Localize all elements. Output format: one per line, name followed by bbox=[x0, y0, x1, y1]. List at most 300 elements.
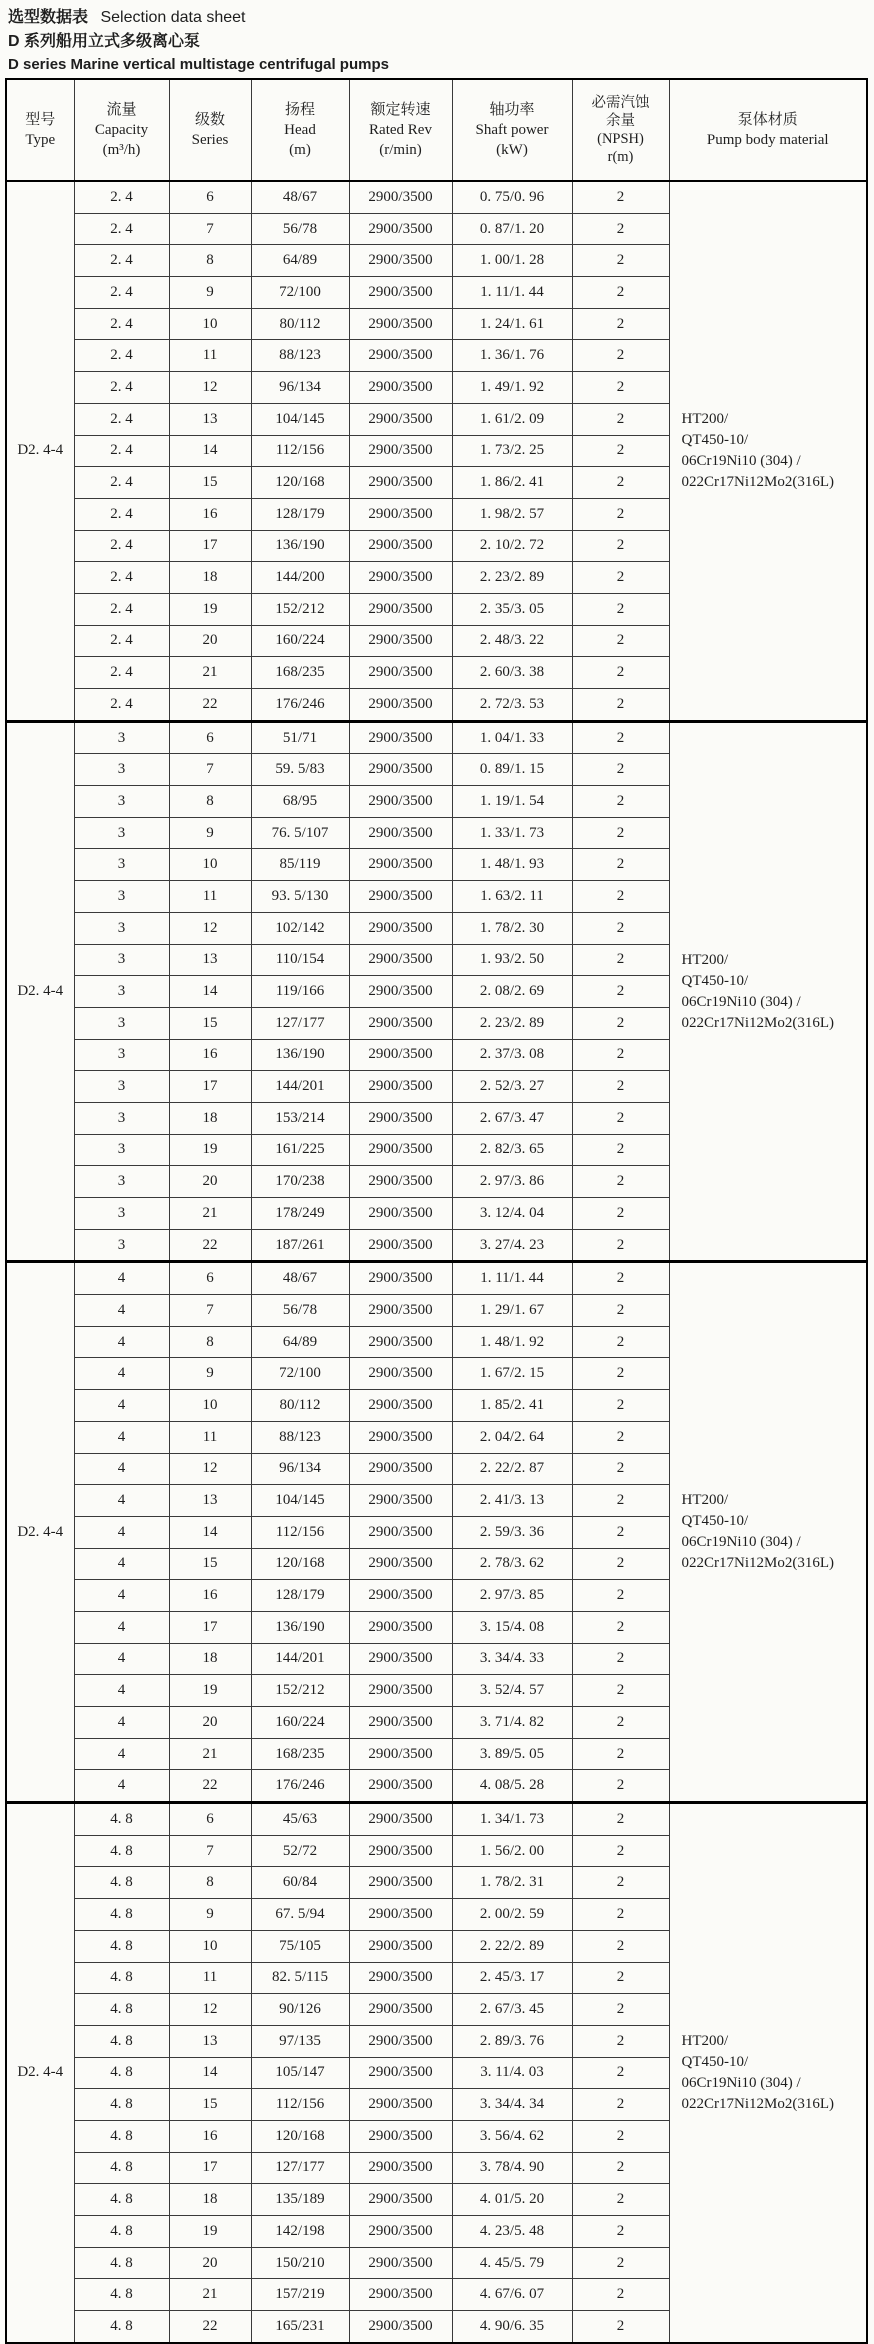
series-cell: 12 bbox=[169, 1994, 251, 2026]
head-cell: 51/71 bbox=[251, 721, 349, 754]
rated-rev-cell: 2900/3500 bbox=[349, 1867, 452, 1899]
head-cell: 136/190 bbox=[251, 1611, 349, 1643]
shaft-power-cell: 2. 52/3. 27 bbox=[452, 1071, 572, 1103]
capacity-cell: 4 bbox=[74, 1738, 169, 1770]
capacity-cell: 4. 8 bbox=[74, 1803, 169, 1836]
pump-body-material-cell: HT200/ QT450-10/ 06Cr19Ni10 (304) / 022Cr17Ni12Mo2(316L) bbox=[669, 1803, 867, 2343]
head-cell: 90/126 bbox=[251, 1994, 349, 2026]
shaft-power-cell: 3. 71/4. 82 bbox=[452, 1707, 572, 1739]
shaft-power-cell: 3. 56/4. 62 bbox=[452, 2120, 572, 2152]
head-cell: 52/72 bbox=[251, 1835, 349, 1867]
shaft-power-cell: 2. 78/3. 62 bbox=[452, 1548, 572, 1580]
capacity-cell: 4. 8 bbox=[74, 2120, 169, 2152]
shaft-power-cell: 2. 45/3. 17 bbox=[452, 1962, 572, 1994]
head-cell: 128/179 bbox=[251, 498, 349, 530]
column-header-rev: 额定转速 Rated Rev (r/min) bbox=[349, 79, 452, 181]
rated-rev-cell: 2900/3500 bbox=[349, 912, 452, 944]
rated-rev-cell: 2900/3500 bbox=[349, 2279, 452, 2311]
head-cell: 135/189 bbox=[251, 2184, 349, 2216]
capacity-cell: 3 bbox=[74, 1102, 169, 1134]
rated-rev-cell: 2900/3500 bbox=[349, 181, 452, 213]
column-header-material: 泵体材质 Pump body material bbox=[669, 79, 867, 181]
series-cell: 14 bbox=[169, 435, 251, 467]
npsh-cell: 2 bbox=[572, 1102, 669, 1134]
series-cell: 22 bbox=[169, 2311, 251, 2343]
rated-rev-cell: 2900/3500 bbox=[349, 1295, 452, 1327]
capacity-cell: 4 bbox=[74, 1262, 169, 1295]
shaft-power-cell: 4. 01/5. 20 bbox=[452, 2184, 572, 2216]
head-cell: 144/201 bbox=[251, 1071, 349, 1103]
capacity-cell: 4 bbox=[74, 1358, 169, 1390]
shaft-power-cell: 1. 49/1. 92 bbox=[452, 372, 572, 404]
npsh-cell: 2 bbox=[572, 721, 669, 754]
capacity-cell: 4 bbox=[74, 1390, 169, 1422]
capacity-cell: 2. 4 bbox=[74, 657, 169, 689]
npsh-cell: 2 bbox=[572, 2184, 669, 2216]
series-cell: 15 bbox=[169, 2089, 251, 2121]
shaft-power-cell: 3. 15/4. 08 bbox=[452, 1611, 572, 1643]
head-cell: 88/123 bbox=[251, 340, 349, 372]
capacity-cell: 2. 4 bbox=[74, 245, 169, 277]
series-cell: 9 bbox=[169, 817, 251, 849]
series-cell: 6 bbox=[169, 1262, 251, 1295]
series-cell: 16 bbox=[169, 498, 251, 530]
rated-rev-cell: 2900/3500 bbox=[349, 786, 452, 818]
npsh-cell: 2 bbox=[572, 1738, 669, 1770]
shaft-power-cell: 1. 67/2. 15 bbox=[452, 1358, 572, 1390]
npsh-cell: 2 bbox=[572, 403, 669, 435]
shaft-power-cell: 4. 23/5. 48 bbox=[452, 2216, 572, 2248]
rated-rev-cell: 2900/3500 bbox=[349, 1516, 452, 1548]
npsh-cell: 2 bbox=[572, 372, 669, 404]
rated-rev-cell: 2900/3500 bbox=[349, 530, 452, 562]
shaft-power-cell: 4. 45/5. 79 bbox=[452, 2247, 572, 2279]
series-cell: 13 bbox=[169, 1485, 251, 1517]
shaft-power-cell: 1. 48/1. 93 bbox=[452, 849, 572, 881]
capacity-cell: 4. 8 bbox=[74, 2152, 169, 2184]
shaft-power-cell: 1. 11/1. 44 bbox=[452, 277, 572, 309]
npsh-cell: 2 bbox=[572, 181, 669, 213]
series-cell: 10 bbox=[169, 308, 251, 340]
series-cell: 7 bbox=[169, 754, 251, 786]
shaft-power-cell: 1. 78/2. 31 bbox=[452, 1867, 572, 1899]
rated-rev-cell: 2900/3500 bbox=[349, 2247, 452, 2279]
series-cell: 16 bbox=[169, 1039, 251, 1071]
shaft-power-cell: 1. 78/2. 30 bbox=[452, 912, 572, 944]
series-cell: 11 bbox=[169, 1962, 251, 1994]
npsh-cell: 2 bbox=[572, 1166, 669, 1198]
capacity-cell: 4 bbox=[74, 1548, 169, 1580]
head-cell: 80/112 bbox=[251, 1390, 349, 1422]
rated-rev-cell: 2900/3500 bbox=[349, 277, 452, 309]
series-cell: 13 bbox=[169, 944, 251, 976]
head-cell: 136/190 bbox=[251, 1039, 349, 1071]
rated-rev-cell: 2900/3500 bbox=[349, 1899, 452, 1931]
npsh-cell: 2 bbox=[572, 657, 669, 689]
rated-rev-cell: 2900/3500 bbox=[349, 881, 452, 913]
head-cell: 128/179 bbox=[251, 1580, 349, 1612]
page-title-zh: 选型数据表 bbox=[8, 9, 89, 26]
npsh-cell: 2 bbox=[572, 944, 669, 976]
shaft-power-cell: 4. 08/5. 28 bbox=[452, 1770, 572, 1803]
capacity-cell: 4 bbox=[74, 1295, 169, 1327]
capacity-cell: 2. 4 bbox=[74, 435, 169, 467]
series-cell: 21 bbox=[169, 2279, 251, 2311]
shaft-power-cell: 2. 97/3. 86 bbox=[452, 1166, 572, 1198]
series-cell: 10 bbox=[169, 1930, 251, 1962]
npsh-cell: 2 bbox=[572, 1930, 669, 1962]
capacity-cell: 2. 4 bbox=[74, 340, 169, 372]
head-cell: 127/177 bbox=[251, 1007, 349, 1039]
head-cell: 88/123 bbox=[251, 1421, 349, 1453]
capacity-cell: 3 bbox=[74, 1134, 169, 1166]
npsh-cell: 2 bbox=[572, 2247, 669, 2279]
series-cell: 7 bbox=[169, 1835, 251, 1867]
head-cell: 144/200 bbox=[251, 562, 349, 594]
npsh-cell: 2 bbox=[572, 1675, 669, 1707]
series-cell: 10 bbox=[169, 849, 251, 881]
rated-rev-cell: 2900/3500 bbox=[349, 1390, 452, 1422]
capacity-cell: 4. 8 bbox=[74, 2247, 169, 2279]
shaft-power-cell: 1. 29/1. 67 bbox=[452, 1295, 572, 1327]
series-cell: 20 bbox=[169, 625, 251, 657]
shaft-power-cell: 1. 36/1. 76 bbox=[452, 340, 572, 372]
rated-rev-cell: 2900/3500 bbox=[349, 593, 452, 625]
subtitle-en: D series Marine vertical multistage centrifugal pumps bbox=[8, 56, 389, 73]
capacity-cell: 3 bbox=[74, 786, 169, 818]
rated-rev-cell: 2900/3500 bbox=[349, 372, 452, 404]
head-cell: 127/177 bbox=[251, 2152, 349, 2184]
head-cell: 85/119 bbox=[251, 849, 349, 881]
npsh-cell: 2 bbox=[572, 1580, 669, 1612]
npsh-cell: 2 bbox=[572, 1326, 669, 1358]
series-cell: 8 bbox=[169, 245, 251, 277]
shaft-power-cell: 2. 89/3. 76 bbox=[452, 2025, 572, 2057]
npsh-cell: 2 bbox=[572, 2057, 669, 2089]
head-cell: 67. 5/94 bbox=[251, 1899, 349, 1931]
rated-rev-cell: 2900/3500 bbox=[349, 1770, 452, 1803]
npsh-cell: 2 bbox=[572, 1453, 669, 1485]
capacity-cell: 2. 4 bbox=[74, 467, 169, 499]
capacity-cell: 2. 4 bbox=[74, 562, 169, 594]
capacity-cell: 4. 8 bbox=[74, 2279, 169, 2311]
rated-rev-cell: 2900/3500 bbox=[349, 498, 452, 530]
series-cell: 21 bbox=[169, 1198, 251, 1230]
head-cell: 160/224 bbox=[251, 1707, 349, 1739]
shaft-power-cell: 2. 23/2. 89 bbox=[452, 1007, 572, 1039]
series-cell: 16 bbox=[169, 1580, 251, 1612]
table-row bbox=[6, 721, 867, 754]
series-cell: 14 bbox=[169, 1516, 251, 1548]
npsh-cell: 2 bbox=[572, 1295, 669, 1327]
head-cell: 56/78 bbox=[251, 213, 349, 245]
shaft-power-cell: 3. 12/4. 04 bbox=[452, 1198, 572, 1230]
series-cell: 13 bbox=[169, 2025, 251, 2057]
head-cell: 68/95 bbox=[251, 786, 349, 818]
shaft-power-cell: 2. 37/3. 08 bbox=[452, 1039, 572, 1071]
series-cell: 11 bbox=[169, 1421, 251, 1453]
rated-rev-cell: 2900/3500 bbox=[349, 976, 452, 1008]
rated-rev-cell: 2900/3500 bbox=[349, 1229, 452, 1262]
npsh-cell: 2 bbox=[572, 689, 669, 722]
table-header-row bbox=[6, 79, 867, 181]
head-cell: 48/67 bbox=[251, 181, 349, 213]
series-cell: 6 bbox=[169, 181, 251, 213]
series-cell: 9 bbox=[169, 277, 251, 309]
head-cell: 152/212 bbox=[251, 593, 349, 625]
shaft-power-cell: 1. 93/2. 50 bbox=[452, 944, 572, 976]
head-cell: 93. 5/130 bbox=[251, 881, 349, 913]
series-cell: 8 bbox=[169, 786, 251, 818]
npsh-cell: 2 bbox=[572, 2311, 669, 2343]
rated-rev-cell: 2900/3500 bbox=[349, 467, 452, 499]
capacity-cell: 4. 8 bbox=[74, 1899, 169, 1931]
rated-rev-cell: 2900/3500 bbox=[349, 2216, 452, 2248]
capacity-cell: 3 bbox=[74, 754, 169, 786]
capacity-cell: 4. 8 bbox=[74, 2184, 169, 2216]
head-cell: 104/145 bbox=[251, 1485, 349, 1517]
npsh-cell: 2 bbox=[572, 562, 669, 594]
shaft-power-cell: 2. 22/2. 87 bbox=[452, 1453, 572, 1485]
capacity-cell: 3 bbox=[74, 1071, 169, 1103]
shaft-power-cell: 1. 56/2. 00 bbox=[452, 1835, 572, 1867]
table-row bbox=[6, 1803, 867, 1836]
head-cell: 64/89 bbox=[251, 245, 349, 277]
series-cell: 11 bbox=[169, 881, 251, 913]
npsh-cell: 2 bbox=[572, 530, 669, 562]
rated-rev-cell: 2900/3500 bbox=[349, 1611, 452, 1643]
head-cell: 48/67 bbox=[251, 1262, 349, 1295]
series-cell: 17 bbox=[169, 2152, 251, 2184]
column-header-npsh: 必需汽蚀 余量 (NPSH) r(m) bbox=[572, 79, 669, 181]
series-cell: 22 bbox=[169, 1229, 251, 1262]
head-cell: 176/246 bbox=[251, 1770, 349, 1803]
rated-rev-cell: 2900/3500 bbox=[349, 213, 452, 245]
npsh-cell: 2 bbox=[572, 1611, 669, 1643]
series-cell: 18 bbox=[169, 562, 251, 594]
shaft-power-cell: 1. 19/1. 54 bbox=[452, 786, 572, 818]
rated-rev-cell: 2900/3500 bbox=[349, 2311, 452, 2343]
rated-rev-cell: 2900/3500 bbox=[349, 1198, 452, 1230]
capacity-cell: 4. 8 bbox=[74, 1994, 169, 2026]
head-cell: 112/156 bbox=[251, 1516, 349, 1548]
capacity-cell: 3 bbox=[74, 1229, 169, 1262]
capacity-cell: 4 bbox=[74, 1516, 169, 1548]
head-cell: 119/166 bbox=[251, 976, 349, 1008]
shaft-power-cell: 2. 04/2. 64 bbox=[452, 1421, 572, 1453]
series-cell: 22 bbox=[169, 689, 251, 722]
series-cell: 15 bbox=[169, 467, 251, 499]
npsh-cell: 2 bbox=[572, 1707, 669, 1739]
head-cell: 72/100 bbox=[251, 1358, 349, 1390]
shaft-power-cell: 1. 63/2. 11 bbox=[452, 881, 572, 913]
shaft-power-cell: 3. 11/4. 03 bbox=[452, 2057, 572, 2089]
shaft-power-cell: 2. 23/2. 89 bbox=[452, 562, 572, 594]
capacity-cell: 3 bbox=[74, 1198, 169, 1230]
npsh-cell: 2 bbox=[572, 498, 669, 530]
rated-rev-cell: 2900/3500 bbox=[349, 1039, 452, 1071]
type-cell: D2. 4-4 bbox=[6, 181, 74, 721]
npsh-cell: 2 bbox=[572, 1039, 669, 1071]
head-cell: 168/235 bbox=[251, 657, 349, 689]
head-cell: 105/147 bbox=[251, 2057, 349, 2089]
head-cell: 187/261 bbox=[251, 1229, 349, 1262]
npsh-cell: 2 bbox=[572, 754, 669, 786]
npsh-cell: 2 bbox=[572, 245, 669, 277]
shaft-power-cell: 3. 27/4. 23 bbox=[452, 1229, 572, 1262]
series-cell: 17 bbox=[169, 530, 251, 562]
capacity-cell: 2. 4 bbox=[74, 372, 169, 404]
head-cell: 120/168 bbox=[251, 2120, 349, 2152]
head-cell: 59. 5/83 bbox=[251, 754, 349, 786]
shaft-power-cell: 2. 35/3. 05 bbox=[452, 593, 572, 625]
rated-rev-cell: 2900/3500 bbox=[349, 403, 452, 435]
npsh-cell: 2 bbox=[572, 1485, 669, 1517]
capacity-cell: 4 bbox=[74, 1485, 169, 1517]
column-header-power: 轴功率 Shaft power (kW) bbox=[452, 79, 572, 181]
pump-body-material-cell: HT200/ QT450-10/ 06Cr19Ni10 (304) / 022Cr17Ni12Mo2(316L) bbox=[669, 721, 867, 1262]
npsh-cell: 2 bbox=[572, 1229, 669, 1262]
rated-rev-cell: 2900/3500 bbox=[349, 1358, 452, 1390]
head-cell: 112/156 bbox=[251, 2089, 349, 2121]
selection-data-table bbox=[5, 78, 868, 2344]
shaft-power-cell: 1. 00/1. 28 bbox=[452, 245, 572, 277]
shaft-power-cell: 1. 04/1. 33 bbox=[452, 721, 572, 754]
subtitle-zh: D 系列船用立式多级离心泵 bbox=[8, 33, 201, 50]
head-cell: 110/154 bbox=[251, 944, 349, 976]
npsh-cell: 2 bbox=[572, 1198, 669, 1230]
shaft-power-cell: 2. 59/3. 36 bbox=[452, 1516, 572, 1548]
rated-rev-cell: 2900/3500 bbox=[349, 1007, 452, 1039]
table-row bbox=[6, 181, 867, 213]
shaft-power-cell: 2. 67/3. 47 bbox=[452, 1102, 572, 1134]
rated-rev-cell: 2900/3500 bbox=[349, 245, 452, 277]
npsh-cell: 2 bbox=[572, 1007, 669, 1039]
capacity-cell: 2. 4 bbox=[74, 689, 169, 722]
rated-rev-cell: 2900/3500 bbox=[349, 308, 452, 340]
rated-rev-cell: 2900/3500 bbox=[349, 435, 452, 467]
npsh-cell: 2 bbox=[572, 1390, 669, 1422]
rated-rev-cell: 2900/3500 bbox=[349, 1262, 452, 1295]
head-cell: 82. 5/115 bbox=[251, 1962, 349, 1994]
shaft-power-cell: 2. 48/3. 22 bbox=[452, 625, 572, 657]
head-cell: 96/134 bbox=[251, 1453, 349, 1485]
capacity-cell: 4 bbox=[74, 1611, 169, 1643]
head-cell: 120/168 bbox=[251, 467, 349, 499]
shaft-power-cell: 0. 75/0. 96 bbox=[452, 181, 572, 213]
series-cell: 12 bbox=[169, 372, 251, 404]
shaft-power-cell: 3. 78/4. 90 bbox=[452, 2152, 572, 2184]
rated-rev-cell: 2900/3500 bbox=[349, 1453, 452, 1485]
npsh-cell: 2 bbox=[572, 1358, 669, 1390]
rated-rev-cell: 2900/3500 bbox=[349, 1803, 452, 1836]
shaft-power-cell: 2. 00/2. 59 bbox=[452, 1899, 572, 1931]
rated-rev-cell: 2900/3500 bbox=[349, 2120, 452, 2152]
shaft-power-cell: 3. 89/5. 05 bbox=[452, 1738, 572, 1770]
series-cell: 18 bbox=[169, 1643, 251, 1675]
shaft-power-cell: 0. 87/1. 20 bbox=[452, 213, 572, 245]
column-header-head: 扬程 Head (m) bbox=[251, 79, 349, 181]
head-cell: 152/212 bbox=[251, 1675, 349, 1707]
page-header bbox=[0, 0, 874, 75]
npsh-cell: 2 bbox=[572, 1134, 669, 1166]
capacity-cell: 4 bbox=[74, 1770, 169, 1803]
npsh-cell: 2 bbox=[572, 1962, 669, 1994]
npsh-cell: 2 bbox=[572, 1262, 669, 1295]
head-cell: 96/134 bbox=[251, 372, 349, 404]
series-cell: 18 bbox=[169, 2184, 251, 2216]
head-cell: 64/89 bbox=[251, 1326, 349, 1358]
npsh-cell: 2 bbox=[572, 2152, 669, 2184]
shaft-power-cell: 2. 08/2. 69 bbox=[452, 976, 572, 1008]
table-row bbox=[6, 1262, 867, 1295]
series-cell: 21 bbox=[169, 1738, 251, 1770]
rated-rev-cell: 2900/3500 bbox=[349, 2152, 452, 2184]
column-header-capacity: 流量 Capacity (m³/h) bbox=[74, 79, 169, 181]
npsh-cell: 2 bbox=[572, 1548, 669, 1580]
capacity-cell: 3 bbox=[74, 944, 169, 976]
series-cell: 11 bbox=[169, 340, 251, 372]
head-cell: 102/142 bbox=[251, 912, 349, 944]
rated-rev-cell: 2900/3500 bbox=[349, 944, 452, 976]
capacity-cell: 4. 8 bbox=[74, 1867, 169, 1899]
type-cell: D2. 4-4 bbox=[6, 1262, 74, 1803]
series-cell: 17 bbox=[169, 1611, 251, 1643]
rated-rev-cell: 2900/3500 bbox=[349, 721, 452, 754]
shaft-power-cell: 2. 82/3. 65 bbox=[452, 1134, 572, 1166]
rated-rev-cell: 2900/3500 bbox=[349, 1102, 452, 1134]
npsh-cell: 2 bbox=[572, 625, 669, 657]
head-cell: 104/145 bbox=[251, 403, 349, 435]
capacity-cell: 4. 8 bbox=[74, 1835, 169, 1867]
shaft-power-cell: 2. 41/3. 13 bbox=[452, 1485, 572, 1517]
series-cell: 20 bbox=[169, 2247, 251, 2279]
rated-rev-cell: 2900/3500 bbox=[349, 340, 452, 372]
head-cell: 97/135 bbox=[251, 2025, 349, 2057]
series-cell: 12 bbox=[169, 1453, 251, 1485]
npsh-cell: 2 bbox=[572, 1803, 669, 1836]
shaft-power-cell: 3. 34/4. 33 bbox=[452, 1643, 572, 1675]
capacity-cell: 2. 4 bbox=[74, 625, 169, 657]
capacity-cell: 3 bbox=[74, 849, 169, 881]
rated-rev-cell: 2900/3500 bbox=[349, 689, 452, 722]
series-cell: 19 bbox=[169, 2216, 251, 2248]
shaft-power-cell: 0. 89/1. 15 bbox=[452, 754, 572, 786]
capacity-cell: 4 bbox=[74, 1453, 169, 1485]
npsh-cell: 2 bbox=[572, 976, 669, 1008]
page-title bbox=[8, 6, 874, 30]
npsh-cell: 2 bbox=[572, 1994, 669, 2026]
npsh-cell: 2 bbox=[572, 1516, 669, 1548]
npsh-cell: 2 bbox=[572, 213, 669, 245]
npsh-cell: 2 bbox=[572, 277, 669, 309]
shaft-power-cell: 2. 60/3. 38 bbox=[452, 657, 572, 689]
npsh-cell: 2 bbox=[572, 912, 669, 944]
capacity-cell: 2. 4 bbox=[74, 277, 169, 309]
shaft-power-cell: 1. 24/1. 61 bbox=[452, 308, 572, 340]
npsh-cell: 2 bbox=[572, 786, 669, 818]
series-cell: 17 bbox=[169, 1071, 251, 1103]
column-header-series: 级数 Series bbox=[169, 79, 251, 181]
series-cell: 10 bbox=[169, 1390, 251, 1422]
rated-rev-cell: 2900/3500 bbox=[349, 1835, 452, 1867]
npsh-cell: 2 bbox=[572, 1899, 669, 1931]
rated-rev-cell: 2900/3500 bbox=[349, 2025, 452, 2057]
rated-rev-cell: 2900/3500 bbox=[349, 1485, 452, 1517]
series-cell: 20 bbox=[169, 1166, 251, 1198]
rated-rev-cell: 2900/3500 bbox=[349, 625, 452, 657]
capacity-cell: 3 bbox=[74, 721, 169, 754]
